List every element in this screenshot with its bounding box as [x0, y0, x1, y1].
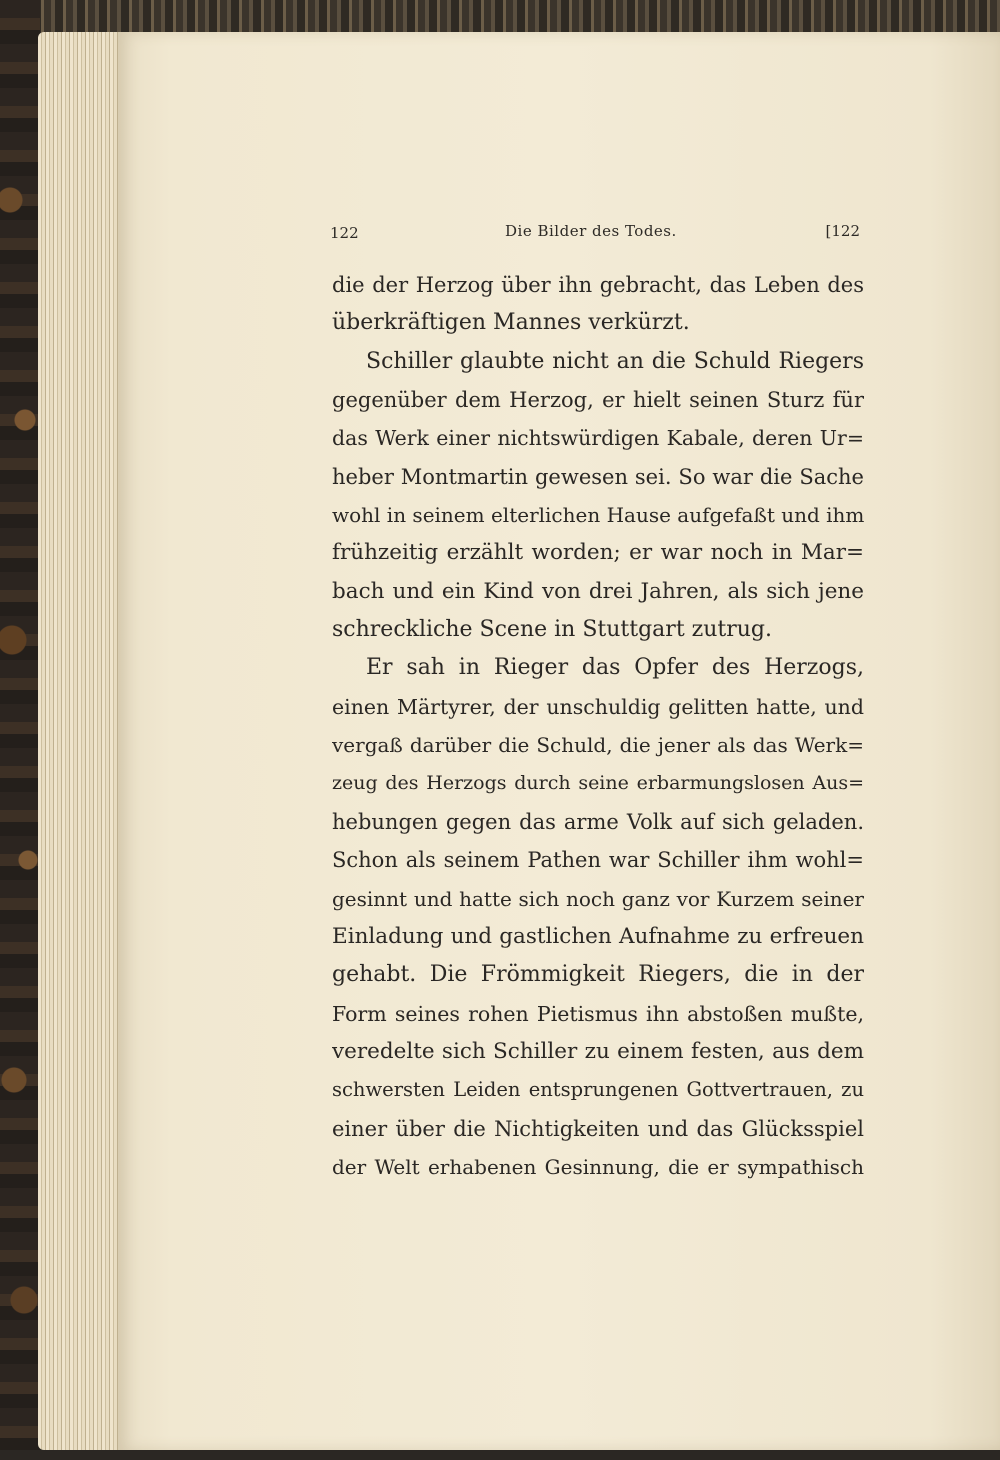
- body-text: [332, 266, 864, 1186]
- text-line: vergaß darüber die Schuld, die jener als das Werk=: [332, 733, 864, 758]
- text-line: schreckliche Scene in Stuttgart zutrug.: [332, 617, 773, 643]
- text-line: Schiller glaubte nicht an die Schuld Riegers: [366, 348, 864, 374]
- page-number-left: 122: [330, 224, 359, 242]
- text-line: veredelte sich Schiller zu einem festen, aus dem: [332, 1038, 864, 1064]
- page-stack-edges: [38, 32, 128, 1450]
- text-line: frühzeitig erzählt worden; er war noch in Mar=: [332, 540, 864, 566]
- chapter-title: Die Bilder des Todes.: [505, 222, 677, 240]
- text-line: gegenüber dem Herzog, er hielt seinen Sturz für: [332, 388, 864, 413]
- text-line: wohl in seinem elterlichen Hause aufgefaßt und ihm: [332, 503, 864, 528]
- text-line: gehabt. Die Frömmigkeit Riegers, die in der: [332, 962, 864, 988]
- book-bottom-edge: [0, 1450, 1000, 1460]
- text-line: die der Herzog über ihn gebracht, das Leben des: [332, 273, 864, 297]
- page-number-right: [122: [825, 222, 860, 240]
- text-line: Einladung und gastlichen Aufnahme zu erfreuen: [332, 923, 864, 949]
- text-line: überkräftigen Mannes verkürzt.: [332, 310, 690, 336]
- running-head: [330, 222, 860, 246]
- text-line: einen Märtyrer, der unschuldig gelitten hatte, und: [332, 694, 864, 719]
- book-top-edge: [0, 0, 1000, 36]
- text-line: das Werk einer nichtswürdigen Kabale, deren Ur=: [332, 426, 864, 451]
- text-line: heber Montmartin gewesen sei. So war die Sache: [332, 464, 864, 489]
- text-line: einer über die Nichtigkeiten und das Glücksspiel: [332, 1116, 864, 1141]
- text-line: bach und ein Kind von drei Jahren, als sich jene: [332, 578, 864, 604]
- text-line: Schon als seinem Pathen war Schiller ihm wohl=: [332, 848, 864, 873]
- text-line: hebungen gegen das arme Volk auf sich geladen.: [332, 809, 864, 834]
- text-line: Form seines rohen Pietismus ihn abstoßen mußte,: [332, 1001, 864, 1026]
- text-line: der Welt erhabenen Gesinnung, die er sympathisch: [332, 1154, 864, 1179]
- text-line: schwersten Leiden entsprungenen Gottvertrauen, zu: [332, 1078, 864, 1102]
- text-line: zeug des Herzogs durch seine erbarmungslosen Aus=: [332, 772, 864, 795]
- text-line: gesinnt und hatte sich noch ganz vor Kurzem seiner: [332, 886, 864, 911]
- book-binding: [0, 0, 40, 1460]
- text-line: Er sah in Rieger das Opfer des Herzogs,: [366, 655, 864, 681]
